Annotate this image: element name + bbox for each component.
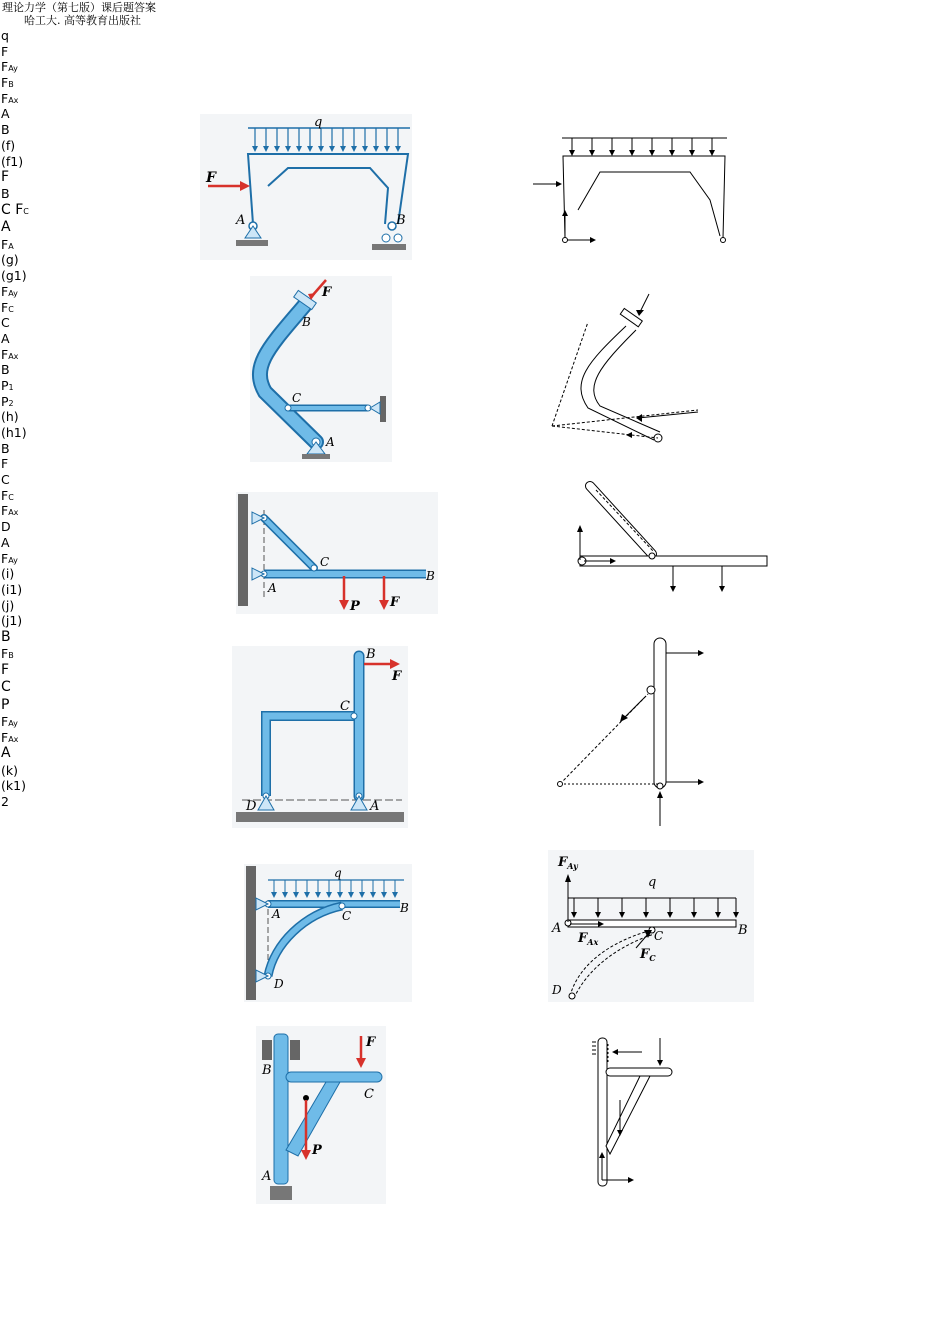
margin-label-sub: 2: [8, 398, 14, 408]
margin-label-main: F: [1, 503, 9, 519]
svg-text:A: A: [262, 1169, 272, 1184]
margin-label-main: C: [1, 472, 10, 488]
margin-label: [1, 219, 61, 236]
margin-label-main: A: [1, 745, 11, 762]
svg-text:C: C: [340, 699, 350, 714]
svg-text:F: F: [392, 669, 402, 684]
margin-label-sub: B: [8, 651, 14, 661]
svg-text:FAy: $F_{Ay}$: [558, 855, 578, 871]
margin-label-main: C: [1, 315, 10, 331]
margin-label: [1, 551, 61, 567]
margin-label-main: q: [1, 28, 9, 43]
svg-text:A: A: [272, 907, 281, 921]
figure-k1-fbd: [586, 1034, 676, 1190]
margin-label-main: (g1): [1, 268, 27, 284]
margin-label-main: F: [1, 729, 9, 745]
margin-label: [1, 75, 61, 91]
margin-label-main: (f): [1, 137, 16, 153]
margin-label-main: A: [1, 219, 11, 236]
margin-label-main: (f1): [1, 153, 24, 169]
margin-label: [1, 566, 61, 582]
margin-label: [1, 59, 61, 75]
margin-label: [1, 154, 61, 170]
margin-label-main: A: [1, 106, 10, 122]
margin-label: [1, 268, 61, 284]
svg-text:FAx: $F_{Ax}$: [578, 931, 599, 947]
margin-label: [1, 472, 61, 488]
margin-label-sub: A: [8, 241, 14, 251]
margin-label-main: (i): [1, 566, 15, 582]
svg-text:B: B: [426, 569, 435, 583]
margin-label: [1, 456, 61, 472]
margin-label-main: B: [1, 440, 10, 456]
margin-label: [1, 503, 61, 519]
figure-f-frame: [200, 114, 412, 260]
document-title: 理论力学（第七版）课后题答案: [2, 1, 156, 14]
margin-label: [1, 425, 61, 441]
margin-label-sub: C: [23, 207, 29, 217]
margin-label-main: D: [1, 519, 11, 535]
margin-label-main: F: [1, 43, 9, 59]
svg-text:D: D: [552, 983, 562, 997]
margin-label: [1, 91, 61, 107]
margin-label: [1, 237, 61, 253]
svg-text:P: P: [312, 1143, 322, 1158]
svg-text:B: B: [366, 647, 376, 662]
svg-text:C: C: [342, 909, 352, 923]
margin-label-main: F: [1, 169, 10, 186]
margin-label: [1, 347, 61, 363]
margin-label: [1, 362, 61, 378]
margin-label-main: B: [1, 362, 10, 378]
svg-text:A: A: [268, 581, 277, 595]
margin-label: [1, 679, 61, 696]
margin-label-sub: Ax: [8, 508, 19, 518]
margin-label-main: A: [1, 534, 10, 550]
svg-text:F: F: [206, 170, 216, 186]
svg-text:q: q: [334, 866, 342, 880]
margin-label-main: F: [1, 713, 9, 729]
margin-label: [1, 122, 61, 138]
margin-label-main: (h1): [1, 425, 27, 441]
svg-text:B: B: [302, 315, 311, 329]
svg-text:F: F: [390, 595, 400, 610]
figure-h-wall-frame: [236, 492, 438, 614]
figure-g-bent-bar: [250, 276, 392, 462]
margin-label: [1, 378, 61, 394]
margin-label: [1, 629, 61, 646]
margin-label-sub: Ay: [8, 288, 18, 298]
margin-label-main: F: [1, 236, 9, 252]
margin-label-sub: C: [8, 304, 14, 314]
margin-label: [1, 488, 61, 504]
margin-label-main: C: [1, 679, 11, 696]
svg-text:B: B: [396, 213, 406, 228]
figure-j-curved-brace: [244, 864, 412, 1002]
margin-label: [1, 730, 61, 746]
margin-label-main: (k): [1, 762, 18, 778]
margin-label: [1, 613, 61, 629]
margin-label-main: F: [1, 487, 9, 503]
margin-label: [1, 582, 61, 598]
margin-label: [1, 778, 61, 794]
svg-text:FC: $F_C$: [640, 947, 656, 963]
margin-label-sub: Ax: [8, 734, 19, 744]
margin-label: [1, 315, 61, 331]
margin-label-main: (g): [1, 252, 19, 268]
figure-i-frame: [232, 646, 408, 828]
margin-label: [1, 284, 61, 300]
margin-label-main: F: [1, 299, 9, 315]
margin-label: [1, 106, 61, 122]
svg-text:C: C: [654, 929, 664, 943]
svg-text:B: B: [400, 901, 409, 915]
margin-label-main: F: [1, 646, 9, 662]
margin-label-main: F: [1, 346, 9, 362]
margin-label-sub: Ay: [8, 718, 18, 728]
svg-text:A: A: [552, 921, 562, 936]
figure-k-crane: [256, 1026, 386, 1204]
margin-label-main: A: [1, 330, 10, 346]
svg-text:F: F: [366, 1035, 376, 1050]
margin-label: [1, 28, 61, 44]
margin-label: [1, 714, 61, 730]
margin-label: [1, 331, 61, 347]
margin-label: [1, 763, 61, 779]
margin-label-main: (k1): [1, 778, 26, 794]
svg-text:q: q: [648, 875, 657, 890]
margin-label-main: F: [1, 75, 9, 91]
margin-label: [1, 394, 61, 410]
margin-label-main: C F: [1, 202, 24, 219]
margin-label-main: (j): [1, 597, 15, 613]
margin-label: [1, 745, 61, 762]
svg-text:D: D: [246, 799, 257, 814]
margin-label-sub: B: [8, 80, 14, 90]
svg-text:B: B: [738, 923, 748, 938]
margin-label: [1, 697, 61, 714]
figure-j1-fbd: [548, 850, 754, 1002]
margin-label-sub: 1: [8, 382, 14, 392]
document-subtitle: 哈工大. 高等教育出版社: [24, 14, 141, 27]
margin-label: [1, 186, 61, 202]
margin-label-main: B: [1, 122, 10, 138]
svg-text:C: C: [292, 391, 302, 405]
margin-label: [1, 535, 61, 551]
figure-i1-fbd: [554, 634, 710, 830]
svg-text:A: A: [326, 435, 335, 449]
margin-label: [1, 646, 61, 662]
margin-label-main: F: [1, 456, 9, 472]
margin-label-main: P: [1, 377, 9, 393]
figure-f1-fbd: [530, 132, 730, 248]
margin-label: [1, 300, 61, 316]
label-column: [1, 28, 61, 810]
margin-label-main: B: [1, 186, 10, 202]
svg-text:A: A: [370, 799, 380, 814]
margin-label-main: P: [1, 393, 9, 409]
margin-label: [1, 519, 61, 535]
margin-label: [1, 441, 61, 457]
svg-text:F: F: [322, 285, 332, 300]
figure-h1-fbd: [570, 480, 770, 596]
margin-label: [1, 598, 61, 614]
margin-label-sub: Ay: [8, 555, 18, 565]
margin-label-main: F: [1, 283, 9, 299]
svg-text:P: P: [350, 599, 360, 614]
margin-label: [1, 169, 61, 186]
margin-label-main: F: [1, 550, 9, 566]
svg-text:C: C: [320, 555, 330, 569]
margin-label: [1, 44, 61, 60]
margin-label: [1, 794, 61, 810]
margin-label-sub: Ax: [8, 95, 19, 105]
margin-label-main: (j1): [1, 613, 23, 629]
margin-label: [1, 409, 61, 425]
margin-label: [1, 202, 61, 219]
margin-label-main: P: [1, 696, 10, 713]
margin-label: [1, 662, 61, 679]
margin-label-main: B: [1, 628, 11, 645]
svg-text:A: A: [236, 213, 246, 228]
margin-label-main: (i1): [1, 581, 23, 597]
margin-label-sub: Ay: [8, 64, 18, 74]
svg-text:D: D: [274, 977, 284, 991]
margin-label-main: F: [1, 59, 9, 75]
margin-label: [1, 138, 61, 154]
svg-text:B: B: [262, 1063, 272, 1078]
figure-g1-fbd: [548, 292, 704, 452]
margin-label-main: 2: [1, 793, 9, 809]
load-q-label: q: [314, 115, 323, 130]
margin-label-main: (h): [1, 409, 19, 425]
margin-label-sub: C: [8, 492, 14, 502]
margin-label-sub: Ax: [8, 351, 19, 361]
margin-label: [1, 252, 61, 268]
margin-label-main: F: [1, 661, 10, 678]
svg-text:C: C: [364, 1087, 374, 1102]
margin-label-main: F: [1, 90, 9, 106]
